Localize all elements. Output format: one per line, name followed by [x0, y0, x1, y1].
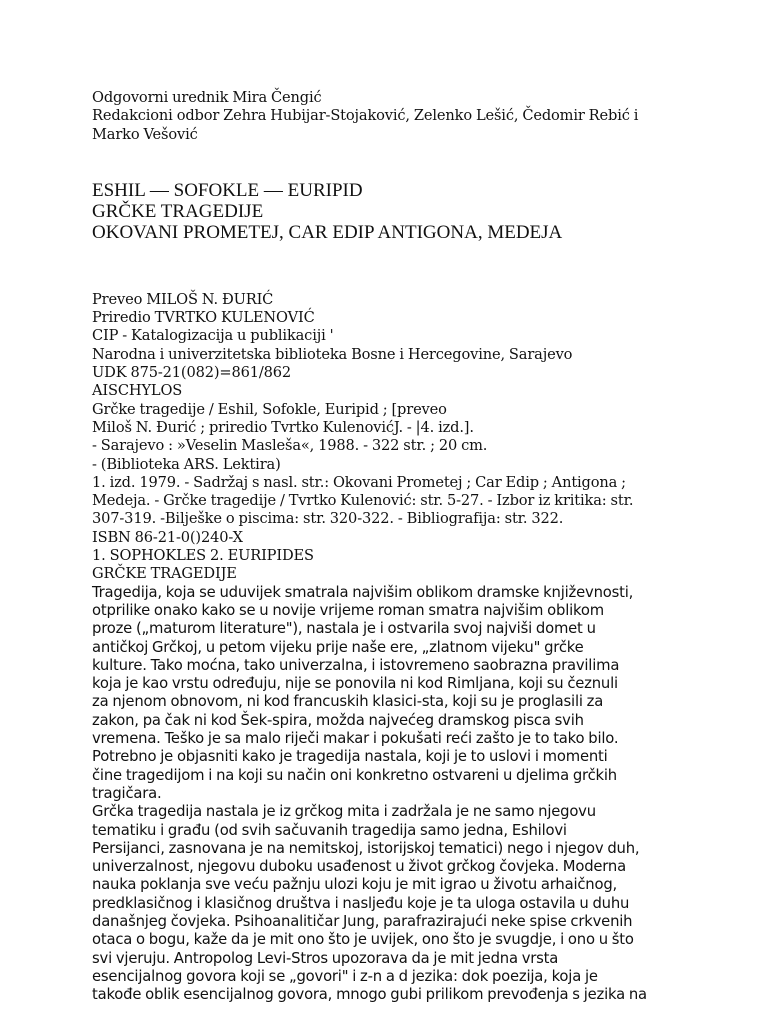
body-line: kulture. Tako moćna, tako univerzalna, i istovremeno saobrazna pravilima — [92, 656, 620, 674]
catalog-line: Medeja. - Grčke tragedije / Tvrtko Kulenović: str. 5-27. - Izbor iz kritika: str. — [92, 492, 634, 510]
catalog-line: Miloš N. Đurić ; priredio Tvrtko KulenovićJ. - |4. izd.]. — [92, 418, 474, 436]
catalog-line: 1. izd. 1979. - Sadržaj s nasl. str.: Okovani Prometej ; Car Edip ; Antigona ; — [92, 473, 626, 491]
catalog-line: 1. SOPHOKLES 2. EURIPIDES — [92, 547, 314, 565]
body-line: današnjeg čovjeka. Psihoanalitičar Jung, parafrazirajući neke spise crkvenih — [92, 912, 633, 930]
catalog-line: CIP - Katalogizacija u publikaciji ' — [92, 327, 334, 345]
body-text — [92, 584, 742, 1005]
credits-line: Marko Vešović — [92, 125, 198, 143]
body-line: proze („maturom literature"), nastala je i ostvarila svoj najviši domet u — [92, 620, 596, 638]
credits-line: Odgovorni urednik Mira Čengić — [92, 89, 322, 106]
catalog-line: 307-319. -Bilješke o piscima: str. 320-322. - Bibliografija: str. 322. — [92, 510, 564, 528]
catalog-line: UDK 875-21(082)=861/862 — [92, 364, 292, 382]
credits-block — [92, 89, 742, 144]
contents-heading: OKOVANI PROMETEJ, CAR EDIP ANTIGONA, MEDEJA — [92, 221, 563, 243]
catalog-line: - Sarajevo : »Veselin Masleša«, 1988. - 322 str. ; 20 cm. — [92, 437, 488, 455]
catalog-line: AISCHYLOS — [92, 382, 183, 400]
body-line: čine tragedijom i na koji su način oni konkretno ostvareni u djelima grčkih — [92, 766, 617, 784]
body-line: antičkoj Grčkoj, u petom vijeku prije naše ere, „zlatnom vijeku" grčke — [92, 638, 584, 656]
body-line: tragičara. — [92, 784, 162, 802]
catalog-line: ISBN 86-21-0()240-X — [92, 528, 243, 546]
body-line: tematiku i građu (od svih sačuvanih tragedija samo jedna, Eshilovi — [92, 821, 567, 839]
body-line: predklasičnog i klasičnog društva i nasljeđu koje je ta uloga ostavila u duhu — [92, 894, 630, 912]
body-line: otaca o bogu, kaže da je mit ono što je uvijek, ono što je svugdje, i ono u što — [92, 931, 634, 949]
body-line: svi vjeruju. Antropolog Levi-Stros upozorava da je mit jedna vrsta — [92, 949, 559, 967]
body-line: Tragedija, koja se uduvijek smatrala najvišim oblikom dramske književnosti, — [92, 583, 634, 601]
catalog-line: Preveo MILOŠ N. ĐURIĆ — [92, 290, 274, 308]
catalog-line: GRČKE TRAGEDIJE — [92, 565, 237, 583]
body-line: nauka poklanja sve veću pažnju ulozi koju je mit igrao u životu arhaičnog, — [92, 876, 618, 894]
authors-heading: ESHIL — SOFOKLE — EURIPID — [92, 179, 363, 201]
catalog-line: - (Biblioteka ARS. Lektira) — [92, 455, 281, 473]
body-line: za njenom obnovom, ni kod francuskih klasici-sta, koji su je proglasili za — [92, 693, 604, 711]
body-line: takođe oblik esencijalnog govora, mnogo gubi prilikom prevođenja s jezika na — [92, 986, 647, 1004]
book-title: GRČKE TRAGEDIJE — [92, 200, 264, 222]
body-line: koja je kao vrstu određuju, nije se ponovila ni kod Rimljana, koji su čeznuli — [92, 675, 618, 693]
body-line: otprilike onako kako se u novije vrijeme roman smatra najvišim oblikom — [92, 601, 604, 619]
body-line: zakon, pa čak ni kod Šek-spira, možda najvećeg dramskog pisca svih — [92, 711, 584, 729]
body-line: esencijalnog govora koji se „govori" i z-n a d jezika: dok poezija, koja je — [92, 967, 598, 985]
catalog-line: Priredio TVRTKO KULENOVIĆ — [92, 309, 315, 327]
body-line: Persijanci, zasnovana je na nemitskoj, istorijskoj tematici) nego i njegov duh, — [92, 839, 640, 857]
body-line: vremena. Teško je sa malo riječi makar i pokušati reći zašto je to tako bilo. — [92, 730, 619, 748]
body-line: Potrebno je objasniti kako je tragedija nastala, koji je to uslovi i momenti — [92, 748, 608, 766]
catalog-block — [92, 291, 742, 584]
document-page — [92, 89, 742, 1004]
catalog-line: Narodna i univerzitetska biblioteka Bosne i Hercegovine, Sarajevo — [92, 345, 573, 363]
catalog-line: Grčke tragedije / Eshil, Sofokle, Euripid ; [preveo — [92, 400, 447, 418]
body-line: Grčka tragedija nastala je iz grčkog mita i zadržala je ne samo njegovu — [92, 803, 596, 821]
title-block — [92, 180, 742, 243]
credits-line: Redakcioni odbor Zehra Hubijar-Stojaković, Zelenko Lešić, Čedomir Rebić i — [92, 107, 639, 125]
body-line: univerzalnost, njegovu duboku usađenost u život grčkog čovjeka. Moderna — [92, 858, 626, 876]
